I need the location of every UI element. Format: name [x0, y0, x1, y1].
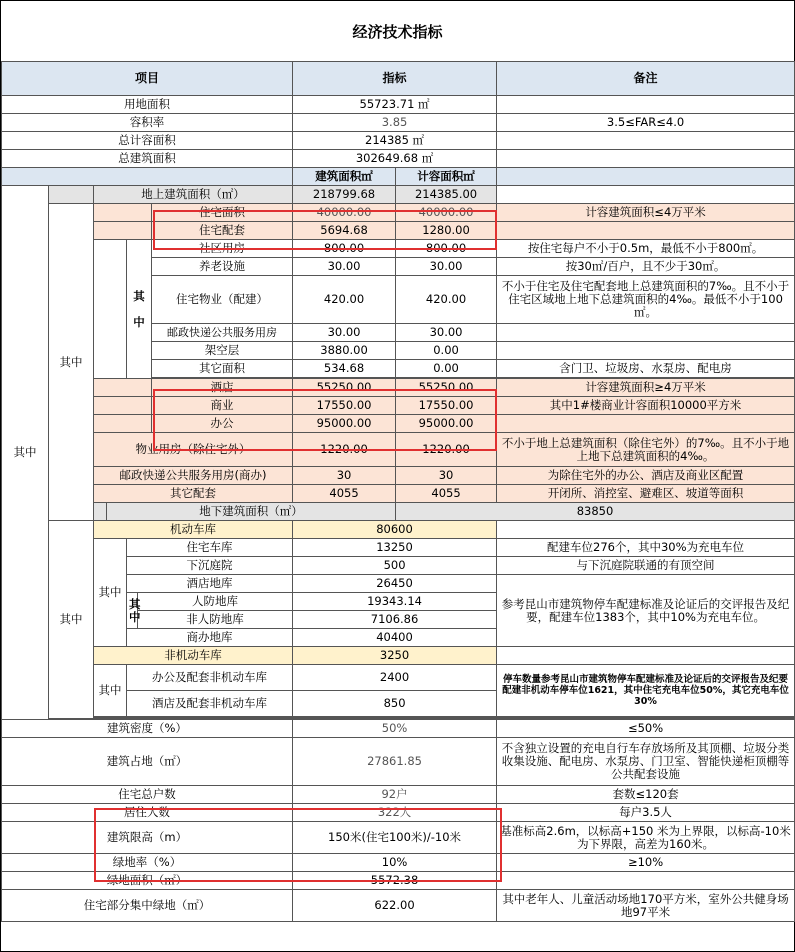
row-value: 30.00 [396, 258, 497, 276]
row-value: 40000.00 [293, 204, 396, 222]
row-value: 92户 [293, 786, 497, 804]
row-value: 500 [293, 557, 497, 575]
row-label: 物业用房（除住宅外） [94, 433, 293, 467]
table-row [2, 521, 795, 539]
row-label: 住宅物业（配建） [152, 276, 293, 324]
below-qizhong: 其中 [49, 521, 94, 719]
table-row [2, 240, 795, 258]
row-value: 4055 [396, 485, 497, 503]
row-note: 每户3.5人 [497, 804, 795, 822]
inner-qizhong: 其 中 [127, 240, 152, 379]
row-label: 建筑密度（%） [2, 720, 293, 738]
row-value: 1220.00 [293, 433, 396, 467]
table-row [2, 186, 795, 204]
row-value: 95000.00 [396, 415, 497, 433]
row-note [497, 132, 795, 150]
row-label: 建筑限高（m） [2, 822, 293, 854]
row-value: 800.00 [396, 240, 497, 258]
row-value: 5694.68 [293, 222, 396, 240]
small-qizhong: 其 中 [127, 593, 138, 629]
row-note: 按住宅每户不小于0.5m，最低不小于800㎡。 [497, 240, 795, 258]
row-note: 不含独立设置的充电自行车存放场所及其顶棚、垃圾分类收集设施、配电房、水泵房、门卫室、智能快递柜顶棚等公共配套设施 [497, 738, 795, 786]
row-label: 住宅配套 [152, 222, 293, 240]
row-note: 不小于地上总建筑面积（除住宅外）的7‰。且不小于地上地下总建筑面积的4‰。 [497, 433, 795, 467]
row-note: 其中1#楼商业计容面积10000平方米 [497, 397, 795, 415]
row-note: 计容建筑面积≤4万平米 [497, 204, 795, 222]
row-label: 绿地率（%） [2, 854, 293, 872]
row-note [497, 324, 795, 342]
row-value: 10% [293, 854, 497, 872]
row-label: 架空层 [152, 342, 293, 360]
row-value: 30 [293, 467, 396, 485]
sheet-title: 经济技术指标 [1, 1, 794, 62]
table-row [2, 804, 795, 822]
row-value: 17550.00 [396, 397, 497, 415]
table-row [2, 647, 795, 665]
table-row [2, 665, 795, 691]
row-value: 30.00 [293, 324, 396, 342]
table-row [2, 872, 795, 890]
row-note: 不小于住宅及住宅配套地上总建筑面积的7‰。且不小于住宅区域地上地下总建筑面积的4‰。最低不小于100㎡。 [497, 276, 795, 324]
row-value: 26450 [293, 575, 497, 593]
subhead-calc: 计容面积㎡ [396, 168, 497, 186]
table-row [2, 854, 795, 872]
row-note: 基准标高2.6m，以标高+150 米为上界限，以标高-10米为下界限，高差为160米。 [497, 822, 795, 854]
row-value: 322人 [293, 804, 497, 822]
row-label: 绿地面积（㎡） [2, 872, 293, 890]
row-value: 55250.00 [293, 379, 396, 397]
row-value: 214385.00 [396, 186, 497, 204]
row-note [497, 150, 795, 168]
row-note [497, 415, 795, 433]
row-value: 214385 ㎡ [293, 132, 497, 150]
row-label: 人防地库 [138, 593, 293, 611]
row-value: 30.00 [396, 324, 497, 342]
table-row [2, 222, 795, 240]
header-row [2, 62, 795, 96]
outer-qizhong: 其中 [2, 186, 49, 720]
row-note [497, 186, 795, 204]
row-label: 住宅部分集中绿地（㎡） [2, 890, 293, 922]
row-note [497, 222, 795, 240]
row-note: 3.5≤FAR≤4.0 [497, 114, 795, 132]
table-row [2, 204, 795, 222]
row-label: 居住人数 [2, 804, 293, 822]
table-row [2, 96, 795, 114]
table-row [2, 720, 795, 738]
row-value: 83850 [396, 503, 795, 521]
row-label: 邮政快递公共服务用房(商办) [94, 467, 293, 485]
row-label: 用地面积 [2, 96, 293, 114]
row-note [497, 521, 795, 539]
table-row [2, 822, 795, 854]
row-value: 19343.14 [293, 593, 497, 611]
row-label: 养老设施 [152, 258, 293, 276]
row-label: 其它配套 [94, 485, 293, 503]
table-row [2, 150, 795, 168]
row-label: 容积率 [2, 114, 293, 132]
row-note: 配建车位276个，其中30%为充电车位 [497, 539, 795, 557]
row-label: 办公及配套非机动车库 [127, 665, 293, 691]
header-note: 备注 [497, 62, 795, 96]
row-value: 3880.00 [293, 342, 396, 360]
row-label: 住宅面积 [152, 204, 293, 222]
row-value: 534.68 [293, 360, 396, 378]
table-row [2, 890, 795, 922]
row-note: 开闭所、消控室、避难区、坡道等面积 [497, 485, 795, 503]
row-value: 3250 [293, 647, 497, 665]
row-value: 0.00 [396, 360, 497, 378]
row-value: 4055 [293, 485, 396, 503]
row-value: 13250 [293, 539, 497, 557]
row-label: 地上建筑面积（㎡） [94, 186, 293, 204]
row-note: 套数≤120套 [497, 786, 795, 804]
row-note: ≤50% [497, 720, 795, 738]
row-value: 3.85 [293, 114, 497, 132]
indicator-table [1, 61, 795, 922]
row-note: 为除住宅外的办公、酒店及商业区配置 [497, 467, 795, 485]
row-value: 27861.85 [293, 738, 497, 786]
row-label: 办公 [152, 415, 293, 433]
row-note: 其中老年人、儿童活动场地170平方米，室外公共健身场地97平米 [497, 890, 795, 922]
row-value: 5572.38 [293, 872, 497, 890]
row-value: 420.00 [293, 276, 396, 324]
row-note [497, 96, 795, 114]
row-value: 150米(住宅100米)/-10米 [293, 822, 497, 854]
row-value: 7106.86 [293, 611, 497, 629]
row-note: 与下沉庭院联通的有顶空间 [497, 557, 795, 575]
above-qizhong: 其中 [49, 204, 94, 521]
row-note [497, 647, 795, 665]
row-value: 50% [293, 720, 497, 738]
bike-qizhong: 其中 [94, 665, 127, 717]
row-label: 下沉庭院 [127, 557, 293, 575]
row-value: 95000.00 [293, 415, 396, 433]
row-label: 酒店 [152, 379, 293, 397]
row-value: 2400 [293, 665, 497, 691]
table-row [2, 467, 795, 485]
row-value: 40400 [293, 629, 497, 647]
row-label: 机动车库 [94, 521, 293, 539]
row-note [497, 342, 795, 360]
row-value: 55250.00 [396, 379, 497, 397]
row-label: 非人防地库 [138, 611, 293, 629]
row-note: 含门卫、垃圾房、水泵房、配电房 [497, 360, 795, 378]
subhead-build: 建筑面积㎡ [293, 168, 396, 186]
row-label: 地下建筑面积（㎡） [107, 503, 396, 521]
row-note: 按30㎡/百户，且不少于30㎡。 [497, 258, 795, 276]
row-label: 住宅总户数 [2, 786, 293, 804]
row-label: 商业 [152, 397, 293, 415]
table-row [2, 132, 795, 150]
row-value: 218799.68 [293, 186, 396, 204]
subheader-row [2, 168, 795, 186]
table-row [2, 539, 795, 557]
row-value: 17550.00 [293, 397, 396, 415]
table-row [2, 433, 795, 467]
row-label: 酒店及配套非机动车库 [127, 691, 293, 717]
table-row [2, 485, 795, 503]
header-index: 指标 [293, 62, 497, 96]
row-value: 420.00 [396, 276, 497, 324]
row-label: 总建筑面积 [2, 150, 293, 168]
row-label: 建筑占地（㎡） [2, 738, 293, 786]
row-label: 商办地库 [127, 629, 293, 647]
header-item: 项目 [2, 62, 293, 96]
table-row [2, 415, 795, 433]
row-note [497, 872, 795, 890]
row-note: 停车数量参考昆山市建筑物停车配建标准及论证后的交评报告及纪要配建非机动车停车位1621，其中住宅充电车位50%，其它充电车位30% [497, 665, 795, 717]
row-value: 850 [293, 691, 497, 717]
row-value: 1220.00 [396, 433, 497, 467]
table-row [2, 786, 795, 804]
row-value: 800.00 [293, 240, 396, 258]
row-label: 总计容面积 [2, 132, 293, 150]
row-value: 30 [396, 467, 497, 485]
row-note: 参考昆山市建筑物停车配建标准及论证后的交评报告及纪要，配建车位1383个，其中10%为充电车位。 [497, 575, 795, 647]
row-label: 邮政快递公共服务用房 [152, 324, 293, 342]
row-label: 其它面积 [152, 360, 293, 378]
row-note: ≥10% [497, 854, 795, 872]
table-row [2, 114, 795, 132]
table-row [2, 738, 795, 786]
row-value: 622.00 [293, 890, 497, 922]
row-value: 30.00 [293, 258, 396, 276]
motor-qizhong: 其中 [94, 539, 127, 647]
row-label: 住宅车库 [127, 539, 293, 557]
table-row [2, 379, 795, 397]
row-label: 非机动车库 [94, 647, 293, 665]
table-row [2, 503, 795, 521]
table-row [2, 397, 795, 415]
row-value: 80600 [293, 521, 497, 539]
row-label: 酒店地库 [127, 575, 293, 593]
row-value: 1280.00 [396, 222, 497, 240]
row-value: 55723.71 ㎡ [293, 96, 497, 114]
row-value: 40000.00 [396, 204, 497, 222]
row-value: 302649.68 ㎡ [293, 150, 497, 168]
row-note: 计容建筑面积≥4万平米 [497, 379, 795, 397]
row-value: 0.00 [396, 342, 497, 360]
row-label: 社区用房 [152, 240, 293, 258]
